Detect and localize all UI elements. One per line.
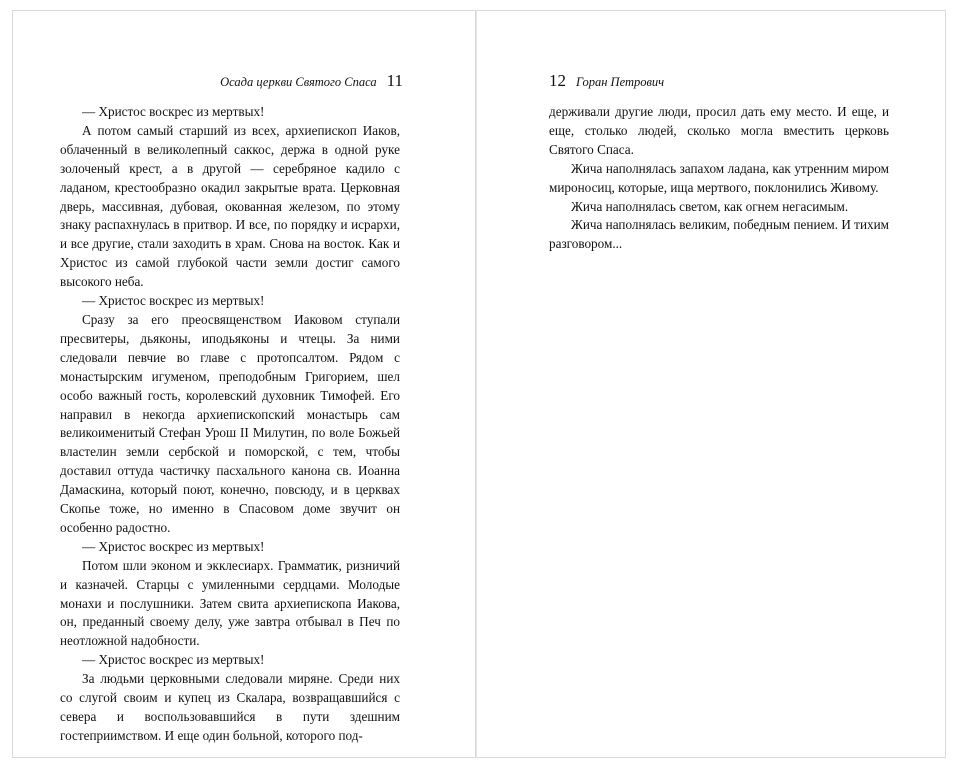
- page-number: 11: [386, 71, 403, 90]
- left-page-text: [60, 103, 400, 746]
- paragraph: держивали другие люди, просил дать ему место. И еще, и еще, столько людей, сколько могла вместить церковь Святого Спаса.: [549, 104, 889, 157]
- paragraph: — Христос воскрес из мертвых!: [82, 104, 265, 119]
- left-running-header: [220, 71, 403, 91]
- paragraph: — Христос воскрес из мертвых!: [82, 538, 265, 554]
- paragraph: А потом самый старший из всех, архиепископ Иаков, облаченный в великолепный саккос, держа в одной руке золоченый крест, а в другой — серебряное кадило с ладаном, крестообразно окадил закрытые врата. Церковная дверь, массивная, дубовая, окованная железом, по этому знаку распахнулась в притвор. И все, по порядку и исрархи, и все другие, стали заходить в храм. Снова на восток. Как и Христос из самой глубокой части земли достиг самого высокого неба.: [60, 122, 400, 290]
- right-page: [476, 10, 946, 758]
- left-page: [12, 10, 476, 758]
- right-page-text: [549, 103, 889, 254]
- paragraph: Потом шли эконом и экклесиарх. Грамматик, ризничий и казначей. Старцы с умиленными сердцами. Молодые монахи и послушники. Затем свита архиепископа Иакова, он, преданный своему делу, уже завтра отбывал в Печ по неотложной надобности.: [60, 557, 400, 649]
- running-title: Осада церкви Святого Спаса: [220, 75, 377, 89]
- paragraph: Сразу за его преосвященством Иаковом ступали пресвитеры, дьяконы, иподьяконы и чтецы. За ними следовали певчие во главе с протопсалтом. Рядом с монастырским игуменом, преподобным Григорием, шел особо важный гость, королевский духовник Тимофей. Его направил в некогда архиепископский монастырь сам великоименитый Стефан Урош II Милутин, по воле Божьей властелин земли сербской и поморской, с тем, чтобы доставил оттуда частичку пасхального канона св. Иоанна Дамаскина, который поют, конечно, повсюду, и в церквах Скопье тоже, но именно в Спасовом доме звучит он особенно радостно.: [60, 311, 400, 535]
- paragraph: Жича наполнялась запахом ладана, как утренним миром мироносиц, которые, ища мертвого, поклонились Живому.: [549, 160, 889, 195]
- paragraph: Жича наполнялась великим, победным пением. И тихим разговором...: [549, 217, 889, 252]
- paragraph: — Христос воскрес из мертвых!: [82, 293, 265, 309]
- paragraph: За людьми церковными следовали миряне. Среди них со слугой своим и купец из Скалара, возвращавшийся с севера и воспользовавшийся в пути здешним гостеприимством. И еще один больной, которого под-: [60, 671, 400, 743]
- right-running-header: [549, 71, 664, 91]
- paragraph: — Христос воскрес из мертвых!: [82, 652, 265, 668]
- paragraph: Жича наполнялась светом, как огнем негасимым.: [571, 198, 849, 214]
- page-number: 12: [549, 71, 566, 90]
- running-title: Горан Петрович: [576, 75, 665, 89]
